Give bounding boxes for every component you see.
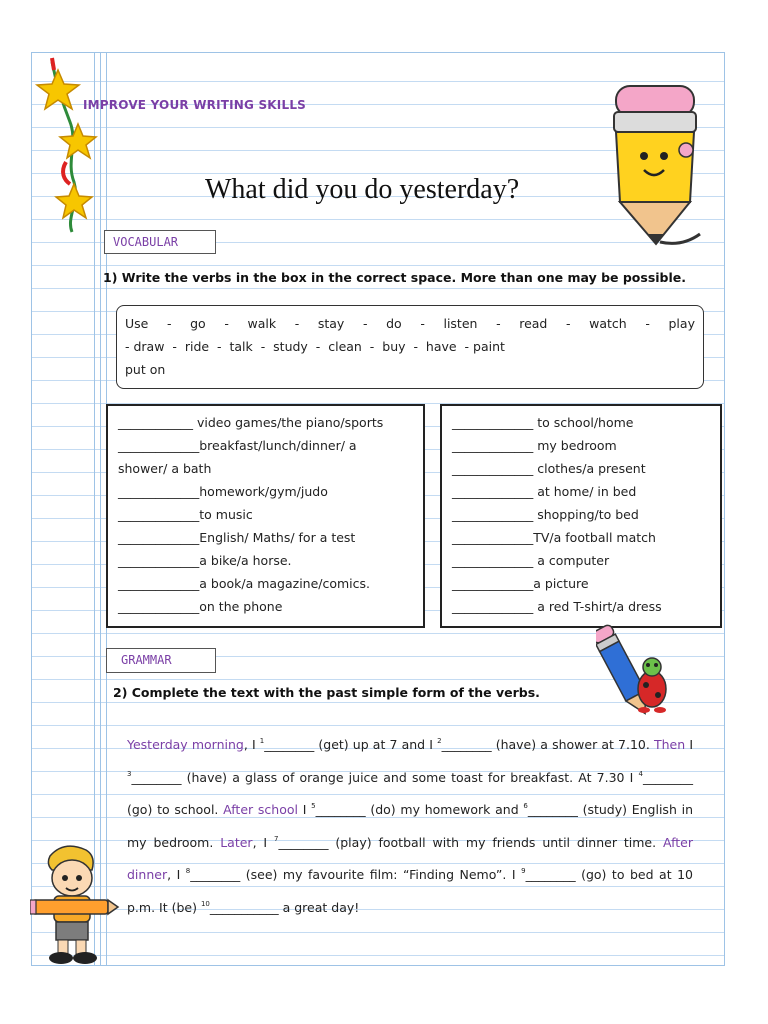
separator: - [645,316,650,331]
boy-with-pencil-icon [30,842,120,966]
verb-list-line: - draw - ride - talk - study - clean - buy - have - paint [125,339,505,354]
story-paragraph [127,727,693,922]
separator: - [224,316,229,331]
time-phrase: After school [223,802,298,817]
verb-word-box [116,305,704,389]
story-text: I [297,802,312,817]
verb-word: do [386,316,402,331]
phrase-line: _____________ to school/home [452,415,634,430]
story-text: ________ (see) my favourite film: “Finding Nemo”. I [190,867,522,882]
gap-number: 7 [274,834,279,843]
phrase-line: _____________a picture [452,576,589,591]
vocabulary-label: VOCABULAR [104,230,216,254]
phrase-line: _____________ clothes/a present [452,461,646,476]
left-phrase-column [106,404,425,628]
worksheet-title: What did you do yesterday? [205,174,520,205]
story-text: , I [243,737,260,752]
separator: - [294,316,300,331]
verb-word: read [519,316,548,331]
phrase-line: _____________ at home/ in bed [452,484,637,499]
story-text: ________ (go) to school. [127,769,693,817]
phrase-line: _____________ a red T-shirt/a dress [452,599,662,614]
phrase-line: _____________TV/a football match [452,530,656,545]
grammar-label: GRAMMAR [106,648,216,673]
phrase-line: _____________ my bedroom [452,438,617,453]
gap-number: 9 [521,867,526,875]
story-text: ___________ a great day! [209,899,360,915]
story-text: ________ (have) a glass of orange juice and some toast for breakfast. At 7.30 I [131,769,639,785]
separator: - [166,316,172,331]
gap-number: 6 [523,802,528,810]
gap-number: 3 [127,769,132,778]
verb-list-line [125,312,695,335]
story-text: ________ (play) football with my friends until dinner time. [278,834,663,850]
story-text: I [685,737,693,752]
worksheet-subtitle: IMPROVE YOUR WRITING SKILLS [83,98,307,112]
gap-number: 8 [185,867,191,875]
phrase-line: _____________to music [118,507,253,522]
phrase-line: _____________a bike/a horse. [118,553,292,568]
phrase-line: _____________breakfast/lunch/dinner/ a [118,438,357,453]
phrase-line: _____________ a computer [452,553,610,568]
verb-word: Use [125,316,149,331]
time-phrase: Then [654,737,686,752]
phrase-line: shower/ a bath [118,461,212,476]
story-text: , I [167,867,186,882]
phrase-line: _____________homework/gym/judo [118,484,328,499]
verb-word: go [190,316,206,331]
story-text: ________ (go) to bed at 10 p.m. It (be) [127,867,694,915]
story-text: ________ (have) a shower at 7.10. [441,737,654,752]
right-phrase-column [440,404,722,628]
separator: - [362,316,368,331]
separator: - [496,316,501,331]
star-garland-icon [26,52,106,242]
gap-number: 5 [311,802,316,810]
separator: - [566,316,571,331]
story-text: ________ (study) English in my bedroom. [127,802,693,850]
time-phrase: After dinner [127,834,693,882]
verb-word: watch [589,316,627,331]
verb-list-line: put on [125,362,166,377]
phrase-line: _____________on the phone [118,599,283,614]
vocabulary-instruction: 1) Write the verbs in the box in the correct space. More than one may be possible. [103,270,687,285]
gap-number: 10 [200,899,210,908]
pencil-character-icon [600,82,710,250]
phrase-line: _____________English/ Maths/ for a test [118,530,356,545]
verb-word: stay [317,316,345,331]
verb-word: walk [247,316,277,331]
story-text: , I [252,834,275,850]
grammar-instruction: 2) Complete the text with the past simple form of the verbs. [113,685,540,700]
verb-word: play [668,316,695,331]
time-phrase: Later [220,834,253,850]
gap-number: 1 [259,737,265,745]
time-phrase: Yesterday morning [127,737,244,752]
phrase-line: ____________ video games/the piano/sports [118,415,384,430]
phrase-line: _____________ shopping/to bed [452,507,639,522]
pencil-ladybug-icon [596,617,676,721]
gap-number: 2 [437,737,442,745]
gap-number: 4 [638,769,643,778]
separator: - [420,316,425,331]
phrase-line: _____________a book/a magazine/comics. [118,576,371,591]
story-text: ________ (get) up at 7 and I [264,737,438,752]
verb-word: listen [443,316,478,331]
story-text: ________ (do) my homework and [315,802,524,817]
